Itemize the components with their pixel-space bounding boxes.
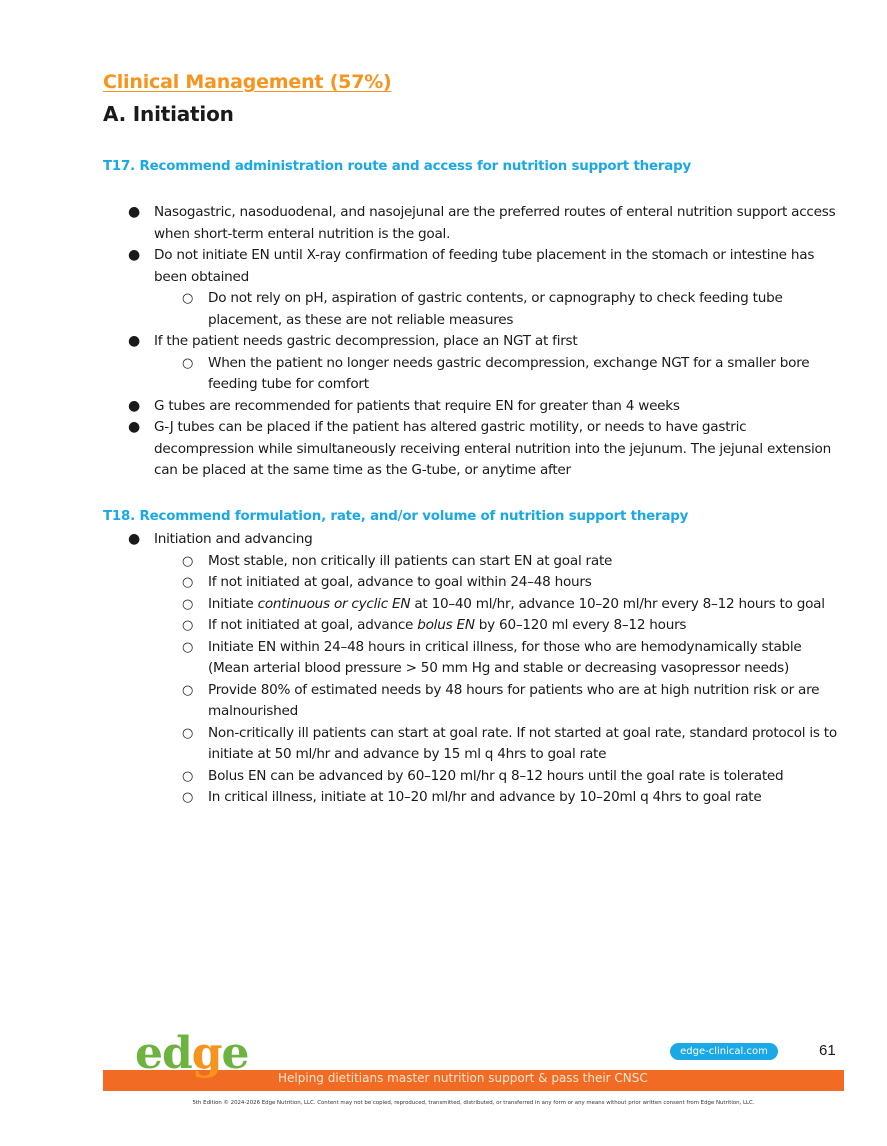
sub-list-item [103,288,843,331]
circle-bullet-icon: ○ [182,790,194,805]
sub-list-item [103,615,843,637]
list-item-text [208,617,686,633]
footer-tagline: Helping dietitians master nutrition support & pass their CNSC [278,1071,648,1085]
circle-bullet-icon: ○ [182,639,194,655]
list-item-text: Provide 80% of estimated needs by 48 hours for patients who are at high nutrition risk or are malnourished [208,681,820,719]
list-item-text: Most stable, non critically ill patients can start EN at goal rate [208,552,613,569]
text-run: If not initiated at goal, advance [208,617,418,633]
bullet-icon: ● [128,204,140,220]
list-item-text: Non-critically ill patients can start at goal rate. If not started at goal rate, standard protocol is to initiate at 50 ml/hr and advance by 15 ml q 4hrs to goal rate [208,724,837,762]
sub-list-item [103,353,843,396]
bullet-icon: ● [128,419,140,435]
list-item-text: G-J tubes can be placed if the patient has altered gastric motility, or needs to have gastric decompression while simultaneously receiving enteral nutrition into the jejunum. The jejunal extension can be placed at the same time as the G-tube, or anytime after [154,419,831,478]
task-heading-t17: T17. Recommend administration route and access for nutrition support therapy [103,159,692,174]
sub-list-item [103,637,843,680]
text-run: by 60–120 ml every 8–12 hours [474,617,687,633]
circle-bullet-icon: ○ [182,682,194,698]
list-item [103,396,843,418]
sub-list-item [103,680,843,723]
sub-list-item [103,787,843,809]
list-item-text: Initiation and advancing [154,531,313,547]
list-item-text: If not initiated at goal, advance to goal within 24–48 hours [208,574,592,590]
bullet-icon: ● [128,247,140,263]
circle-bullet-icon: ○ [182,618,194,633]
list-item-text: In critical illness, initiate at 10–20 ml/hr and advance by 10–20ml q 4hrs to goal rate [208,789,762,805]
list-item [103,202,843,245]
bullet-icon: ● [128,397,140,414]
website-link[interactable]: edge-clinical.com [670,1043,778,1060]
emphasized-text: bolus EN [417,617,475,633]
circle-bullet-icon: ○ [182,291,194,306]
list-item-text: G tubes are recommended for patients that require EN for greater than 4 weeks [154,397,680,414]
logo-text-e: e [221,1028,249,1079]
circle-bullet-icon: ○ [182,596,194,612]
list-item-text: When the patient no longer needs gastric decompression, exchange NGT for a smaller bore feeding tube for comfort [208,354,810,392]
list-item-text [208,596,825,612]
list-item [103,245,843,288]
subsection-title: A. Initiation [103,102,234,126]
list-item [103,529,843,551]
list-item-text: Do not initiate EN until X-ray confirmation of feeding tube placement in the stomach or intestine has been obtained [154,247,815,285]
task-list-t17 [103,202,843,482]
circle-bullet-icon: ○ [182,768,194,784]
circle-bullet-icon: ○ [182,355,194,371]
list-item [103,331,843,353]
list-item-text: Do not rely on pH, aspiration of gastric contents, or capnography to check feeding tube placement, as these are not reliable measures [208,290,783,328]
task-list-t18 [103,529,843,809]
list-item-text: If the patient needs gastric decompression, place an NGT at first [154,333,578,349]
list-item [103,417,843,482]
bullet-icon: ● [128,333,140,349]
section-title[interactable]: Clinical Management (57%) [103,71,392,93]
page-number: 61 [819,1042,836,1059]
sub-list-item [103,551,843,573]
emphasized-text: continuous or cyclic EN [257,595,411,612]
logo-text-g: g [191,1028,222,1079]
circle-bullet-icon: ○ [182,553,194,569]
sub-list-item [103,723,843,766]
sub-list-item [103,572,843,594]
bullet-icon: ● [128,531,140,547]
task-heading-t18: T18. Recommend formulation, rate, and/or volume of nutrition support therapy [103,509,689,524]
list-item-text: Initiate EN within 24–48 hours in critical illness, for those who are hemodynamically stable (Mean arterial blood pressure > 50 mm Hg and stable or decreasing vasopressor needs) [208,638,802,676]
list-item-text: Nasogastric, nasoduodenal, and nasojejunal are the preferred routes of enteral nutrition support access when short-term enteral nutrition is the goal. [154,204,836,242]
sub-list-item [103,594,843,616]
list-item-text: Bolus EN can be advanced by 60–120 ml/hr q 8–12 hours until the goal rate is tolerated [208,767,784,784]
circle-bullet-icon: ○ [182,725,194,741]
text-run: at 10–40 ml/hr, advance 10–20 ml/hr every 8–12 hours to goal [410,595,825,612]
logo-text-ed: ed [135,1028,192,1079]
circle-bullet-icon: ○ [182,575,194,590]
text-run: Initiate [208,595,258,612]
sub-list-item [103,766,843,788]
edge-logo [135,1028,249,1079]
copyright-notice: 5th Edition © 2024-2026 Edge Nutrition, LLC. Content may not be copied, reproduced, transmitted, distributed, or transferred in any form or any means without prior written consent from Edge Nutrition, LLC. [192,1100,755,1106]
